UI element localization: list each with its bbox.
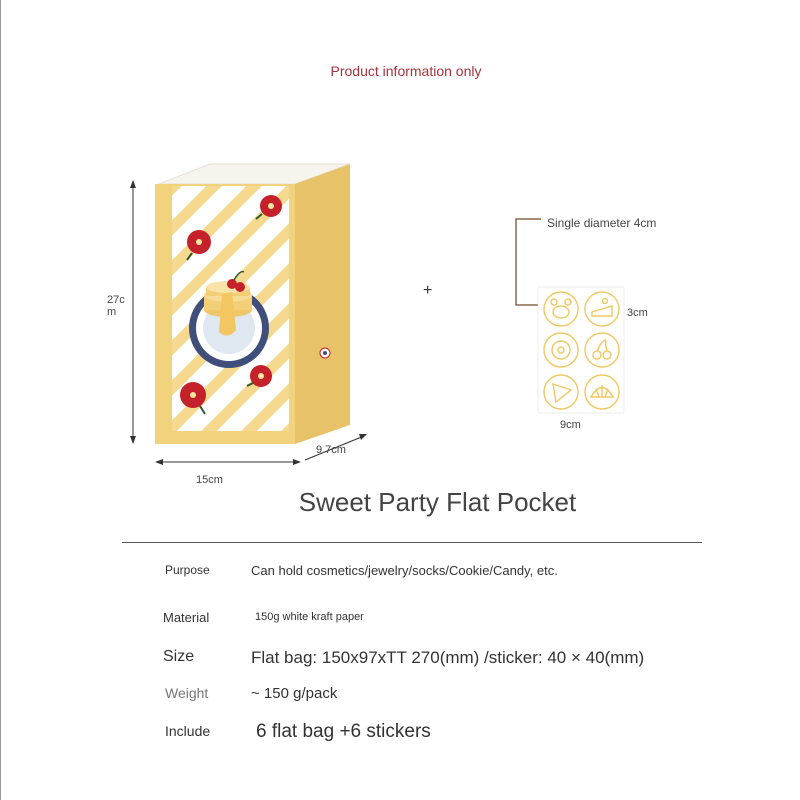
spec-value: 150g white kraft paper [255, 611, 364, 623]
spec-value: ~ 150 g/pack [251, 685, 338, 702]
spec-label: Purpose [165, 563, 210, 577]
plus-sign: + [423, 282, 433, 299]
bag-width-label: 15cm [196, 474, 223, 486]
product-title: Sweet Party Flat Pocket [298, 487, 577, 517]
spec-label: Size [163, 648, 195, 665]
bag-depth-label: 9.7cm [316, 444, 346, 456]
spec-value: 6 flat bag +6 stickers [256, 721, 431, 742]
spec-label: Weight [165, 685, 209, 701]
spec-label: Include [165, 723, 211, 739]
notice-text: Product information only [330, 63, 482, 79]
bag-height-label: 27c m [107, 294, 125, 318]
spec-label: Material [163, 610, 210, 625]
sticker-width-label: 9cm [560, 419, 581, 431]
spec-value: Can hold cosmetics/jewelry/socks/Cookie/Candy, etc. [251, 563, 558, 578]
spec-value: Flat bag: 150x97xTT 270(mm) /sticker: 40 × 40(mm) [251, 648, 645, 667]
sticker-diameter-label: Single diameter 4cm [547, 216, 657, 230]
sticker-height-label: 3cm [627, 307, 648, 319]
